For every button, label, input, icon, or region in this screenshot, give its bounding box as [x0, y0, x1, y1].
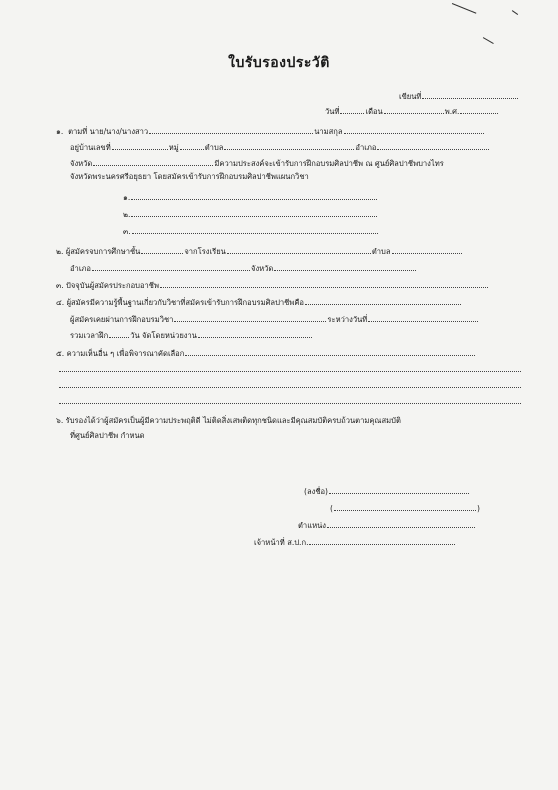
- item1-name-row: [56, 125, 485, 137]
- province-field[interactable]: [274, 262, 416, 271]
- opinion-extra-row: [58, 395, 522, 407]
- item2-address-row: [70, 262, 417, 274]
- province-label: จังหวัด: [251, 264, 274, 273]
- choice-number: ๒.: [123, 210, 131, 219]
- close-paren: ): [476, 504, 480, 513]
- item-number: ๑.: [56, 127, 64, 136]
- choice-row: [123, 225, 379, 237]
- year-field[interactable]: [460, 105, 498, 114]
- choice-field-1[interactable]: [131, 191, 377, 200]
- position-row: [298, 519, 476, 531]
- signature-field[interactable]: [329, 485, 469, 494]
- between-field[interactable]: [368, 313, 478, 322]
- officer-row: [254, 536, 456, 548]
- choice-row: [123, 191, 378, 203]
- tambon-field[interactable]: [224, 141, 354, 150]
- surname-field[interactable]: [344, 125, 484, 134]
- school-label: จากโรงเรียน: [184, 247, 226, 256]
- opinion-extra-field[interactable]: [59, 395, 521, 404]
- province-label: จังหวัด: [70, 159, 93, 168]
- item4-training-row: [70, 313, 479, 325]
- date-row: [325, 105, 499, 117]
- officer-label: เจ้าหน้าที่ ส.ป.ก.: [254, 538, 309, 547]
- total-label: รวมเวลาฝึก: [70, 331, 109, 340]
- officer-field[interactable]: [309, 536, 455, 545]
- item1-department-row: [70, 172, 309, 182]
- school-field[interactable]: [227, 245, 371, 254]
- choice-number: ๓.: [123, 227, 131, 236]
- department-text: จังหวัดพระนครศรีอยุธยา โดยสมัครเข้ารับการฝึกอบรมศิลปาชีพแผนกวิชา: [70, 172, 309, 181]
- date-field[interactable]: [340, 105, 364, 114]
- amphoe-label: อำเภอ: [70, 264, 91, 273]
- written-at-label: เขียนที่: [399, 92, 422, 101]
- name-label: ตามที่ นาย/นาง/นางสาว: [68, 127, 149, 136]
- item5-opinion-row: [56, 347, 476, 359]
- moo-label: หมู่: [168, 143, 179, 152]
- written-at-row: [399, 90, 519, 102]
- surname-label: นามสกุล: [314, 127, 343, 136]
- amphoe-field[interactable]: [377, 141, 489, 150]
- moo-field[interactable]: [180, 141, 204, 150]
- document-title: ใบรับรองประวัติ: [228, 55, 330, 71]
- amphoe-label: อำเภอ: [355, 143, 377, 152]
- item-number: ๓.: [56, 281, 64, 290]
- scan-mark: [483, 37, 494, 44]
- amphoe-field[interactable]: [92, 262, 250, 271]
- date-label: วันที่: [325, 107, 340, 116]
- education-field[interactable]: [141, 245, 183, 254]
- opinion-extra-field[interactable]: [59, 363, 521, 372]
- certification-text-2: ที่ศูนย์ศิลปาชีพ กำหนด: [70, 431, 145, 440]
- occupation-field[interactable]: [160, 279, 488, 288]
- choice-row: [123, 208, 378, 220]
- position-label: ตำแหน่ง: [298, 521, 326, 530]
- opinion-extra-row: [58, 379, 522, 391]
- opinion-extra-field[interactable]: [59, 379, 521, 388]
- month-field[interactable]: [384, 105, 444, 114]
- tambon-field[interactable]: [392, 245, 462, 254]
- position-field[interactable]: [327, 519, 475, 528]
- month-label: เดือน: [365, 107, 383, 116]
- item6-cert-row: [56, 416, 401, 426]
- printed-name-field[interactable]: [334, 502, 476, 511]
- opinion-extra-row: [58, 363, 522, 375]
- item-number: ๕.: [56, 349, 65, 358]
- choice-field-2[interactable]: [131, 208, 377, 217]
- choice-field-3[interactable]: [132, 225, 378, 234]
- item3-occupation-row: [56, 279, 489, 291]
- open-paren: (: [330, 504, 333, 513]
- organizer-field[interactable]: [198, 329, 312, 338]
- days-label: วัน จัดโดยหน่วยงาน: [130, 331, 197, 340]
- education-label: ผู้สมัครจบการศึกษาชั้น: [65, 247, 141, 256]
- choice-number: ๑.: [123, 193, 131, 202]
- between-label: ระหว่างวันที่: [327, 315, 368, 324]
- signature-row: [304, 485, 470, 497]
- item4-duration-row: [70, 329, 313, 341]
- certification-text: รับรองได้ว่าผู้สมัครเป็นผู้มีความประพฤติดี ไม่ติดสิ่งเสพติดทุกชนิดและมีคุณสมบัติครบถ้วนตามคุณสมบัติ: [65, 416, 401, 425]
- sign-label: (ลงชื่อ): [304, 487, 329, 496]
- knowledge-field[interactable]: [305, 296, 461, 305]
- purpose-text: มีความประสงค์จะเข้ารับการฝึกอบรมศิลปาชีพ ณ ศูนย์ศิลปาชีพบางไทร: [214, 159, 444, 168]
- item-number: ๔.: [56, 298, 65, 307]
- total-field[interactable]: [109, 329, 129, 338]
- scan-mark: [452, 3, 477, 14]
- province-field[interactable]: [93, 157, 213, 166]
- item-number: ๒.: [56, 247, 64, 256]
- item1-province-row: [70, 157, 444, 169]
- printed-name-row: [330, 502, 480, 514]
- opinion-label: ความเห็นอื่น ๆ เพื่อพิจารณาคัดเลือก: [66, 349, 185, 358]
- item2-education-row: [56, 245, 463, 257]
- item1-address-row: [70, 141, 490, 153]
- knowledge-label: ผู้สมัครมีความรู้พื้นฐานเกี่ยวกับวิชาที่สมัครเข้ารับการฝึกอบรมศิลปาชีพคือ: [66, 298, 304, 307]
- house-no-label: อยู่บ้านเลขที่: [70, 143, 111, 152]
- year-label: พ.ศ.: [444, 107, 460, 116]
- tambon-label: ตำบล: [371, 247, 391, 256]
- name-field[interactable]: [149, 125, 313, 134]
- opinion-field[interactable]: [185, 347, 475, 356]
- tambon-label: ตำบล: [204, 143, 224, 152]
- house-no-field[interactable]: [112, 141, 168, 150]
- trained-label: ผู้สมัครเคยผ่านการฝึกอบรมวิชา: [70, 315, 174, 324]
- item-number: ๖.: [56, 416, 64, 425]
- occupation-label: ปัจจุบันผู้สมัครประกอบอาชีพ: [66, 281, 159, 290]
- scan-mark: [512, 10, 519, 15]
- written-at-field[interactable]: [422, 90, 518, 99]
- trained-field[interactable]: [174, 313, 326, 322]
- item6-cert-row2: [70, 431, 145, 441]
- item4-knowledge-row: [56, 296, 462, 308]
